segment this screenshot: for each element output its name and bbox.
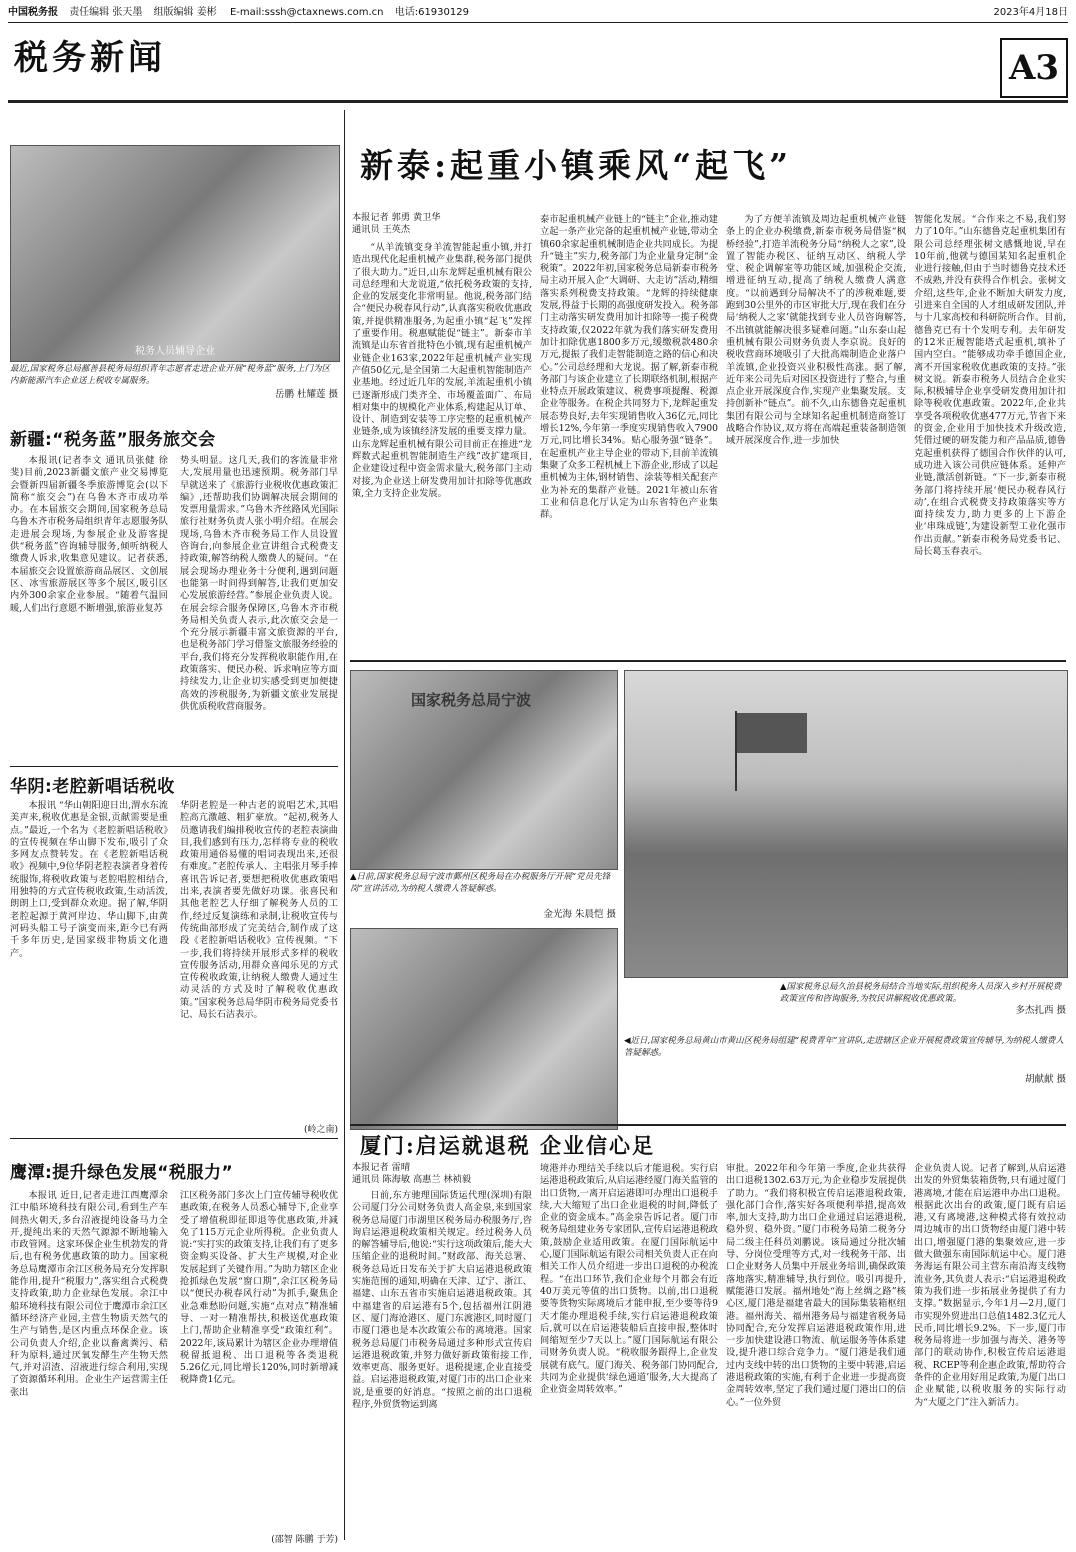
- xintai-byline-correspondent: 通讯员 王英杰: [352, 224, 411, 236]
- huayin-credit: (岭之南): [303, 1125, 338, 1135]
- huayin-body: [10, 800, 338, 1120]
- xintai-byline: [352, 212, 441, 237]
- ningbo-photo: [350, 670, 618, 870]
- huayin-col1: 本报讯 “华山朝阳迎日出,渭水东流美声来,税收优惠是金银,贡献需要是重点。”最近,一个名为《老腔新唱话税收》的宣传视频在华山脚下发布,吸引了众多网友点赞转发。在《老腔新唱话税收》视频中,9位华阴老腔表演者身着传统服饰,将税收政策与老腔唱腔相结合,用独特的方式宣传税收政策,生动活泼,朗朗上口,受到群众欢迎。据了解,华阴老腔起源于黄河岸边、华山脚下,由黄河码头船工号子演变而来,距今已有两千多年历史,是国家级非物质文化遗产。: [10, 800, 168, 959]
- grassland-credit: 多杰扎西 摄: [1015, 1005, 1066, 1016]
- xintai-col1: “从羊流镇变身羊流智能起重小镇,并打造出现代化起重机械产业集群,税务部门提供了很大助力。”近日,山东龙辉起重机械有限公司总经理和大龙说道,“依托税务政策的支持,企业的发展变化非常明显。他说,税务部门结合“便民办税春风行动”,认真落实税收优惠政策,并提供精准服务,为起重小镇“起飞”发挥了重要作用。税惠赋能促“链主”。新泰市羊流镇是山东省首批特色小镇,现有起重机械产业链企业163家,2022年起重机械产业实现产值50亿元,是全国第二大起重机智能制造产业基地。经过近几年的发展,羊流起重机小镇已逐渐形成门类齐全、市场覆盖面广、布局相对集中的规模化产业体系,构建起从订单、设计、制造到安装等工序完整的起重机械产业链条,成为该镇经济发展的重要支撑力量。山东龙辉起重机械有限公司目前正在推进“龙辉数式起重机智能制造生产线”改扩建项目,企业建设过程中资金需求量大,税务部门主动对接,为企业送上研发费用加计扣除等优惠政策,全力支持企业发展。: [352, 242, 532, 499]
- xiamen-byline-correspondents: 通讯员 陈海敏 高惠兰 林祯毅: [352, 1174, 472, 1186]
- layout-editor: 组版编辑 姜彬: [153, 7, 217, 18]
- xintai-col1-wrap: [352, 242, 532, 652]
- ningbo-caption: ▲日前,国家税务总局宁波市鄞州区税务局在办税服务厅开展“党员先锋岗”宣讲活动,为纳税人缴费人答疑解惑。: [350, 872, 611, 894]
- grassland-photo: [624, 670, 1068, 978]
- grassland-caption: ▲国家税务总局久治县税务局结合当地实际,组织税务人员深入乡村开展税费政策宣传和咨询服务,为牧民讲解税收优惠政策。: [780, 982, 1062, 1004]
- page-number: A3: [1008, 48, 1060, 88]
- section-rule: [8, 100, 1068, 103]
- xiamen-title: 厦门:启运就退税 企业信心足: [360, 1133, 656, 1158]
- xintai-col2-wrap: [540, 214, 718, 654]
- xiamen-col4-wrap: [914, 1163, 1066, 1535]
- xintai-col3: 为了方便羊流镇及周边起重机械产业链条上的企业办税缴费,新泰市税务局借鉴“枫桥经验”,打造羊流税务分局“纳税人之家”,设置了智能办税区、征纳互动区、纳税人学堂、税企调解室等功能区域,加强税企交流,增进征纳互动,提高了纳税人缴费人满意度。“以前遇到分局解决不了的涉税难题,要跑到30公里外的市区审批大厅,现在我们在分局‘纳税人之家’就能找到专业人员咨询解答,不出镇就能解决很多疑难问题。”山东泰山起重机械有限公司财务负责人李京说。良好的税收营商环境吸引了大批高端制造企业落户羊流镇,企业投资兴业积极性高涨。据了解,近年来公司先后对园区投资进行了整合,与重点企业开展深度合作,实现产业集聚发展。支持创新补“链点”。前不久,山东德鲁克起重机集团有限公司与全球知名起重机制造商签订战略合作协议,双方将在高端起重装备制造领域开展深度合作,进一步加快: [726, 214, 906, 447]
- ningbo-photo-sign: 国家税务总局宁波: [411, 691, 532, 709]
- xinjiang-col2: 势头明显。这几天,我们的客流量非常大,发展用量也迅速预期。税务部门早早就送来了《旅游行业税收优惠政策汇编》,还帮助我们协调解决展会期间的发票用量需求。”乌鲁木齐丝路风光国际旅行社财务负责人张小明介绍。在展会现场,乌鲁木齐市税务局工作人员设置咨询台,向参展企业宣讲组合式税费支持政策,解答纳税人缴费人的疑问。“在展会现场办理业务十分便利,遇到问题也能第一时间得到解答,让我们更加安心发展旅游经营。”参展企业负责人说。在展会综合服务保障区,乌鲁木齐市税务局相关负责人表示,此次旅交会是一个充分展示新疆丰富文旅资源的平台,也是税务部门学习借鉴文旅服务经验的平台,我们将充分发挥税收职能作用,在政策落实、便民办税、诉求响应等方面持续发力,让企业切实感受到更加便捷高效的涉税服务,为新疆文旅业发展提供优质税收营商服务。: [180, 455, 338, 712]
- divider-yingtan: [10, 1138, 338, 1139]
- header-strip: [8, 7, 1068, 21]
- xiamen-byline: [352, 1162, 471, 1187]
- huangshan-credit: 胡献献 摄: [1024, 1074, 1066, 1085]
- xinjiang-credit: 岳鹏 杜耀莲 摄: [274, 389, 338, 400]
- section-title: 税务新闻: [14, 38, 166, 78]
- xintai-col4: 智能化发展。“合作来之不易,我们努力了10年。”山东德鲁克起重机集团有限公司总经理张树文感慨地说,早在10年前,他就与德国某知名起重机企业进行接触,但由于当时德鲁克技术还不成熟,并没有获得合作机会。张树文介绍,这些年,企业不断加大研发力度,引进来自全国的人才组成研发团队,并与十几家高校和科研院所合作。目前,德鲁克已有十个发明专利。去年研发的12米正履智能塔式起重机,填补了国内空白。“能够成功牵手德国企业,离不开国家税收优惠政策的支持。”张树文说。新泰市税务人员结合企业实际,积极辅导企业享受研发费用加计扣除等税收优惠政策。2022年,企业共享受各项税收优惠477万元,节省下来的资金,企业用于加快技术升级改造,凭借过硬的研发能力和产品品质,德鲁克起重机获得了德国合作伙伴的认可,成功进入该公司供应链体系。延伸产业链,激活创新链。“下一步,新泰市税务部门将持续开展‘便民办税春风行动’,在组合式税费支持政策落实等方面持续发力,助力更多的上下游企业‘串珠成链’,为建设新型工业化强市作出贡献。”新泰市税务局党委书记、局长葛玉春表示。: [914, 214, 1066, 558]
- xiamen-byline-reporter: 本报记者 雷晴: [352, 1162, 411, 1173]
- xintai-title: 新泰:起重小镇乘风“起飞”: [360, 146, 793, 185]
- phone: 电话:61930129: [394, 7, 469, 18]
- huangshan-photo: [350, 928, 618, 1130]
- xiamen-col3-wrap: [726, 1163, 906, 1535]
- huayin-title: 华阴:老腔新唱话税收: [10, 777, 175, 797]
- xiamen-col1-wrap: [352, 1190, 532, 1535]
- xinjiang-title: 新疆:“税务蓝”服务旅交会: [10, 430, 216, 450]
- yingtan-col1: 本报讯 近日,记者走进江西鹰潭余江中船环境科技有限公司,看到生产车间热火朝天,多台沼液提纯设备马力全开,提纯出来的天然气源源不断地输入市政管网。这家环保企业生机勃发的背后,也有税务优惠政策的助力。国家税务总局鹰潭市余江区税务局充分发挥职能作用,提升“税服力”,落实组合式税费支持政策,助力企业绿色发展。余江中船环境科技有限公司位于鹰潭市余江区循环经济产业园,主营生物质天然气的生产与销售,是区内重点环保企业。该公司负责人介绍,企业以畜禽粪污、秸秆为原料,通过厌氧发酵生产生物天然气,并对沼渣、沼液进行综合利用,实现了资源循环利用。企业生产运营需主任张出: [10, 1190, 168, 1398]
- header-rule: [8, 22, 1068, 23]
- yingtan-credit: (邵智 陈鹏 于芳): [271, 1535, 338, 1545]
- yingtan-col2: 江区税务部门多次上门宣传辅导税收优惠政策,在税务人员悉心辅导下,企业享受了增值税即征即退等优惠政策,并减免了115万元企业所得税。企业负责人说:“实打实的政策支持,让我们有了更多资金购买设备、扩大生产规模,对企业发展起到了关键作用。”为助力辖区企业抢抓绿色发展“窗口期”,余江区税务局以“便民办税春风行动”为抓手,聚焦企业急难愁盼问题,实施“点对点”精准辅导、一对一精准帮扶,积极送优惠政策上门,帮助企业精准享受“政策红利”。2022年,该局累计为辖区企业办理增值税留抵退税、出口退税等各类退税5.26亿元,同比增长120%,同时新增减税降费1亿元。: [180, 1190, 338, 1386]
- issue-date: 2023年4月18日: [993, 7, 1068, 18]
- yingtan-title: 鹰潭:提升绿色发展“税服力”: [10, 1163, 234, 1183]
- ningbo-credit: 金光海 朱晨恺 摄: [543, 909, 616, 920]
- huayin-col2: 华阴老腔是一种古老的说唱艺术,其唱腔高亢激越、粗犷豪放。“起初,税务人员邀请我们编排税收宣传的老腔表演曲目,我们感到有压力,怎样将专业的税收政策用通俗易懂的唱词表现出来,还很有难度。”老腔传承人、主唱张月琴手捧喜讯告诉记者,要想把税收优惠政策唱出来,表演者要先做好功课。张喜民和其他老腔艺人仔细了解税务人员的工作,经过反复演练和录制,让税收宣传与传统曲部形成了完美结合,制作成了这段《老腔新唱话税收》宣传视频。“下一步,我们将持续开展形式多样的税收宣传服务活动,用群众喜闻乐见的方式宣传税收政策,让纳税人缴费人通过生动灵活的方式及时了解税收优惠政策。”国家税务总局华阴市税务局党委书记、局长石洁表示。: [180, 800, 338, 1021]
- flag-icon: [737, 713, 807, 753]
- divider-huayin: [10, 766, 338, 767]
- huangshan-caption: ◀近日,国家税务总局黄山市黄山区税务局组建“税费青年”宣讲队,走进辖区企业开展税费政策宣传辅导,为纳税人缴费人答疑解惑。: [624, 1036, 1064, 1058]
- xiamen-col3: 审批。2022年和今年第一季度,企业共获得出口退税1302.63万元,为企业稳步发展提供了助力。“我们将积极宣传启运港退税政策,强化部门合作,落实好各项便利举措,提高效率,加大支持,助力出口企业通过启运港退税,稳外贸、稳外资。”厦门市税务局第二税务分局二级主任科员刘鹏说。该局通过分批次辅导、分岗位受理等方式,对一线税务干部、出口企业财务人员集中开展业务培训,确保政策落地落实,精准辅导,执行到位。吸引再提升,赋能港口发展。福州地处“海上丝绸之路”核心区,厦门港是福建省最大的国际集装箱枢纽港。福州海关、福州港务局与福建省税务局协同配合,充分发挥启运港退税政策作用,进一步加快建设港口物流、航运服务等体系建设,提升港口综合竞争力。“厦门港是我们通过内支线中转的出口货物的主要中转港,启运港退税政策的实施,有利于企业进一步提高资金周转效率,坚定了我们通过厦门港出口的信心。”一位外贸: [726, 1163, 906, 1408]
- xiamen-col1: 日前,东方驰理国际货运代理(深圳)有限公司厦门分公司财务负责人高金泉,来到国家税务总局厦门市湖里区税务局办税服务厅,咨询启运港退税政策相关规定。经过税务人员的解答辅导后,他说:“实行这项政策后,能大大压缩企业的退税时间。”财政部、海关总署、税务总局近日发布关于扩大启运港退税政策实施范围的通知,明确在天津、辽宁、浙江、福建、山东五省市实施启运港退税政策。其中福建省的启运港有5个,包括福州江阴港区、厦门海沧港区、厦门东渡港区,同时厦门市厦门港也是本次政策公布的离境港。国家税务总局厦门市税务局通过多种形式宣传启运港退税政策,并努力做好新政策衔接工作,效率更高、服务更好。退税提速,企业直接受益。启运港退税政策,对厦门市的出口企业来说,是重要的好消息。“按照之前的出口退税程序,外贸货物运到离: [352, 1190, 532, 1411]
- xintai-col2: 泰市起重机械产业链上的“链主”企业,推动建立起一条产业完备的起重机械产业链,带动全镇60余家起重机械制造企业共同成长。为提升“链主”实力,税务部门为企业量身定制“金税策”。2022年初,国家税务总局新泰市税务局主动开展入企“大调研、大走访”活动,精细落实系列税费支持政策。“龙辉的持续健康发展,得益于长期的高强度研发投入。税务部门主动落实研发费用加计扣除等一揽子税费支持政策,仅2022年就为我们落实研发费用加计扣除优惠1800多万元,缓缴税款480余万元,提振了我们走智能制造之路的信心和决心。”公司总经理和大龙说。据了解,新泰市税务部门与该企业建立了长期联络机制,根据产业特点开展政策建议、税费事项提醒、税源企业等服务。在税企共同努力下,龙辉起重发展态势良好,去年实现销售收入36亿元,同比增长12%,今年第一季度实现销售收入7900万元,同比增长34%。贴心服务强“链条”。在起重机产业主导企业的带动下,目前羊流镇集聚了众多工程机械上下游企业,形成了以起重机械为主体,钢材销售、涂装等相关配套产业为补充的集群产业链。2021年被山东省工业和信息化厅认定为山东省特色产业集群。: [540, 214, 718, 521]
- xintai-byline-reporters: 本报记者 郭勇 黄卫华: [352, 212, 441, 223]
- email: E-mail:sssh@ctaxnews.com.cn: [229, 7, 384, 18]
- xinjiang-photo: [10, 145, 340, 362]
- xiamen-col4: 企业负责人说。记者了解到,从启运港出发的外贸集装箱货物,只有通过厦门港离境,才能在启运港申办出口退税。根据此次出台的政策,厦门既有启运港,又有离境港,这种模式将有效拉动周边城市的出口货物经由厦门港中转出口,增强厦门港的集聚效应,进一步做大做强东南国际航运中心。厦门港务海运有限公司主营东南沿海支线物流业务,其负责人表示:“启运港退税政策为我们进一步拓展业务提供了有力支撑。”数据显示,今年1月—2月,厦门市实现外贸进出口总值1482.3亿元人民币,同比增长9.2%。下一步,厦门市税务局将进一步加强与海关、港务等部门的联动协作,积极宣传启运港退税、RCEP等利企惠企政策,帮助符合条件的企业用好用足政策,为厦门出口企业赋能,以税收服务的实际行动为“大厦之门”注入新活力。: [914, 1163, 1066, 1408]
- xiamen-col2-wrap: [540, 1163, 718, 1535]
- xinjiang-body: [10, 455, 338, 760]
- editor: 责任编辑 张天墨: [69, 7, 143, 18]
- page-number-box: [1000, 38, 1068, 98]
- paper-name: 中国税务报: [8, 7, 58, 18]
- divider-photos: [350, 660, 1066, 662]
- divider-xiamen: [350, 1124, 1066, 1126]
- xinjiang-col1: 本报讯(记者李文 通讯员张健 徐斐)目前,2023新疆文旅产业交易博览会暨新四届新疆冬季旅游博览会(以下简称“旅交会”)在乌鲁木齐市成功举办。在本届旅交会期间,国家税务总局乌鲁木齐市税务局组织青年志愿服务队走进展会现场,为参展企业及游客提供“税务蓝”咨询辅导服务,倾听纳税人缴费人诉求,收集意见建议。记者获悉,本届旅交会设置旅游商品展区、文创展区、冰雪旅游展区等多个展区,吸引区内外300余家企业参展。“随着气温回暖,人们出行意愿不断增强,旅游业复苏: [10, 455, 168, 614]
- xintai-col4-wrap: [914, 214, 1066, 654]
- xinjiang-caption: 最近,国家税务总局鄯善县税务局组织青年志愿者走进企业开展“税务蓝”服务,上门为区内新能源汽车企业送上税收专属服务。: [10, 364, 331, 386]
- xiamen-col2: 境港并办理结关手续以后才能退税。实行启运港退税政策后,从启运港经厦门海关监管的出口货物,一离开启运港即可办理出口退税手续,大大缩短了出口企业退税的时间,降低了企业的资金成本。”高金泉告诉记者。厦门市税务局组建业务专家团队,宣传启运港退税政策,鼓励企业适用政策。在厦门国际航运中心,厦门国际航运有限公司相关负责人正在向相关工作人员介绍进一步出口退税的办税流程。“在出口环节,我们企业每个月都会有近40万美元等值的出口货物。以前,出口退税要等货物实际离境后才能申报,至少要等待9天才能办理退税手续,实行启运港退税政策后,就可以在启运港装船后直接申报,整体时间缩短至少7天以上。”厦门国际航运有限公司财务负责人说。“税收服务跟得上,企业发展就有底气。厦门海关、税务部门协同配合,共同为企业提供‘绿色通道’服务,大大提高了企业资金周转效率。”: [540, 1163, 718, 1396]
- xinjiang-photo-label: 税务人员辅导企业: [135, 346, 215, 357]
- column-divider: [344, 110, 345, 1540]
- xintai-col3-wrap: [726, 214, 906, 654]
- yingtan-body: [10, 1190, 338, 1530]
